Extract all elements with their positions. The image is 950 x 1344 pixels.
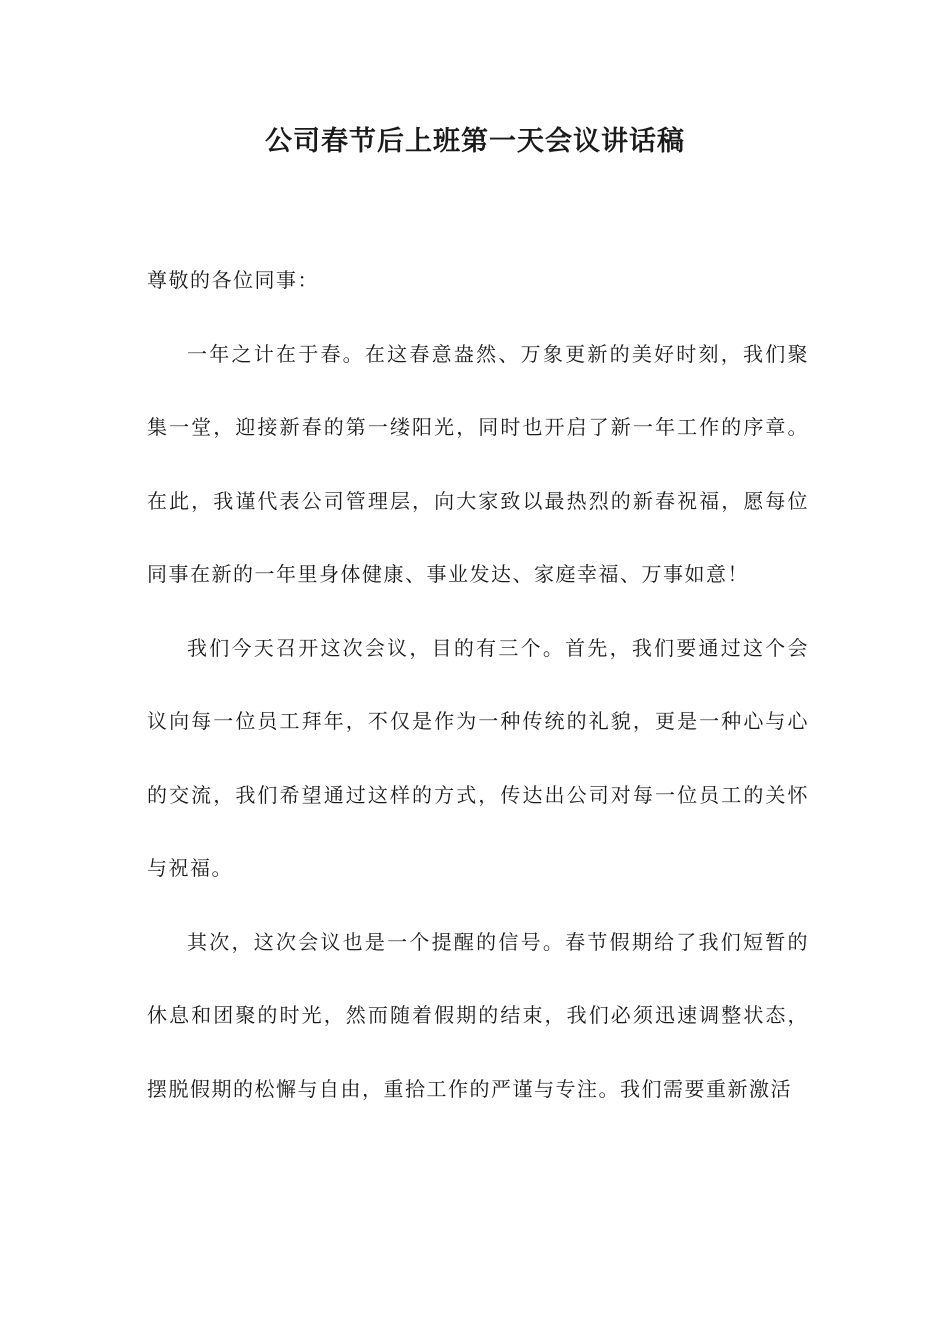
document-title: 公司春节后上班第一天会议讲话稿 (265, 126, 685, 157)
salutation: 尊敬的各位同事： (147, 268, 319, 292)
paragraph-2: 我们今天召开这次会议，目的有三个。首先，我们要通过这个会议向每一位员工拜年，不仅是作为一种传统的礼貌，更是一种心与心的交流，我们希望通过这样的方式，传达出公司对每一位员工的关怀与祝福。 (147, 635, 809, 880)
document-body (147, 244, 809, 1126)
paragraph-1: 一年之计在于春。在这春意盎然、万象更新的美好时刻，我们聚集一堂，迎接新春的第一缕阳光，同时也开启了新一年工作的序章。在此，我谨代表公司管理层，向大家致以最热烈的新春祝福，愿每位同事在新的一年里身体健康、事业发达、家庭幸福、万事如意！ (147, 341, 809, 586)
paragraph-3: 其次，这次会议也是一个提醒的信号。春节假期给了我们短暂的休息和团聚的时光，然而随着假期的结束，我们必须迅速调整状态，摆脱假期的松懈与自由，重拾工作的严谨与专注。我们需要重新激活 (147, 929, 809, 1101)
